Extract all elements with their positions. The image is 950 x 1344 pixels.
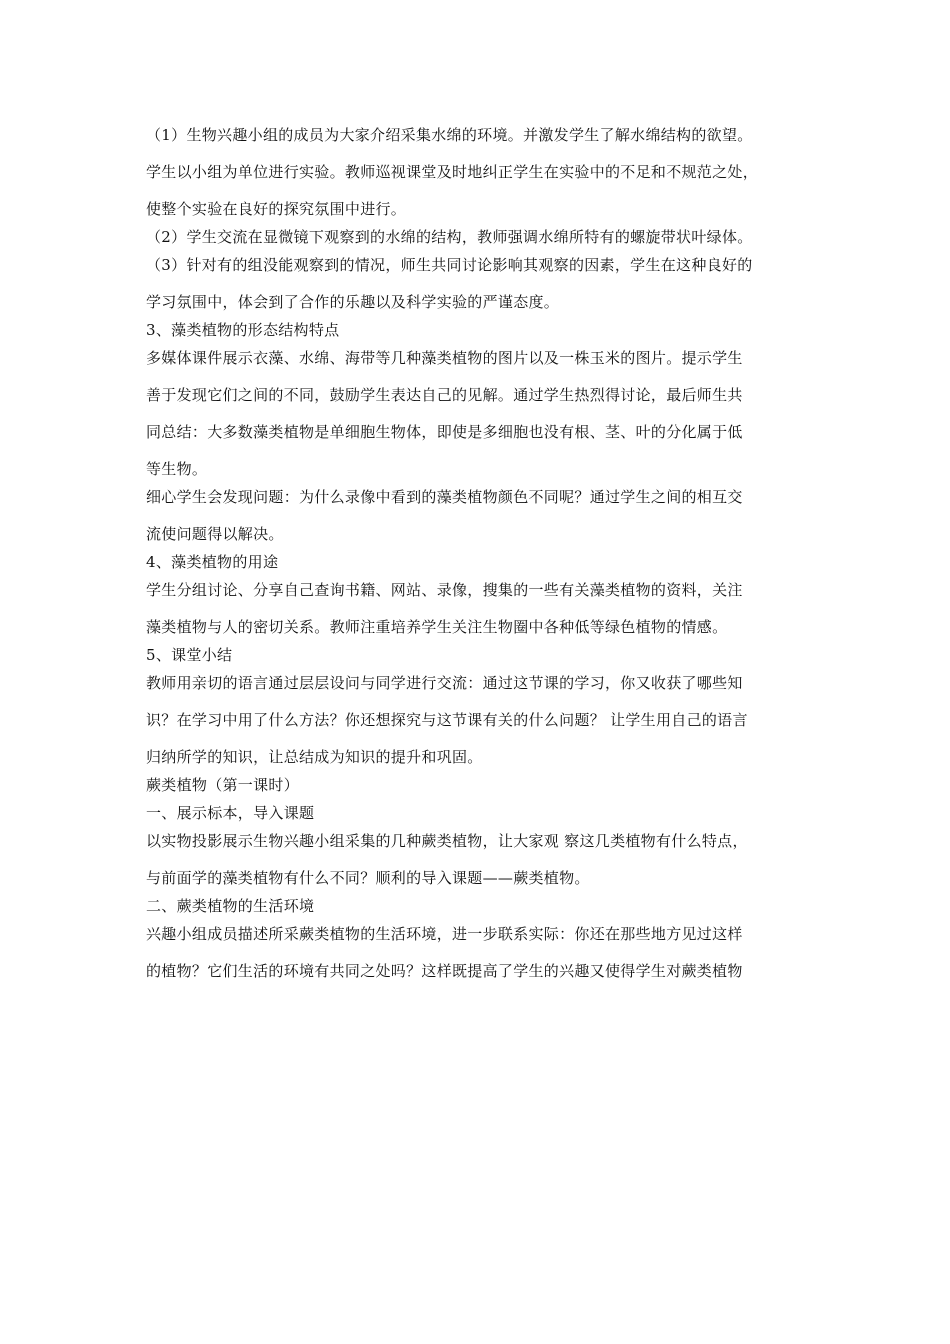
paragraph-line: （2）学生交流在显微镜下观察到的水绵的结构，教师强调水绵所特有的螺旋带状叶绿体。 bbox=[146, 228, 753, 246]
paragraph-line: 等生物。 bbox=[146, 460, 208, 478]
paragraph-line: 细心学生会发现问题：为什么录像中看到的藻类植物颜色不同呢？通过学生之间的相互交 bbox=[146, 488, 743, 506]
section-heading: 3、藻类植物的形态结构特点 bbox=[146, 321, 340, 339]
section-heading: 4、藻类植物的用途 bbox=[146, 553, 279, 571]
section-heading: 一、展示标本，导入课题 bbox=[146, 804, 315, 822]
paragraph-line: 与前面学的藻类植物有什么不同？顺利的导入课题——蕨类植物。 bbox=[146, 869, 590, 887]
paragraph-line: 教师用亲切的语言通过层层设问与同学进行交流：通过这节课的学习，你又收获了哪些知 bbox=[146, 674, 743, 692]
paragraph-line: 善于发现它们之间的不同，鼓励学生表达自己的见解。通过学生热烈得讨论，最后师生共 bbox=[146, 386, 743, 404]
paragraph-line: 归纳所学的知识，让总结成为知识的提升和巩固。 bbox=[146, 748, 483, 766]
paragraph-line: 流使问题得以解决。 bbox=[146, 525, 284, 543]
section-heading: 二、蕨类植物的生活环境 bbox=[146, 897, 315, 915]
paragraph-line: 以实物投影展示生物兴趣小组采集的几种蕨类植物，让大家观 察这几类植物有什么特点， bbox=[146, 832, 748, 850]
section-heading: 5、课堂小结 bbox=[146, 646, 233, 664]
paragraph-line: 识？在学习中用了什么方法？你还想探究与这节课有关的什么问题？ 让学生用自己的语言 bbox=[146, 711, 748, 729]
paragraph-line: （3）针对有的组没能观察到的情况，师生共同讨论影响其观察的因素，学生在这种良好的 bbox=[146, 256, 753, 274]
paragraph-line: 多媒体课件展示衣藻、水绵、海带等几种藻类植物的图片以及一株玉米的图片。提示学生 bbox=[146, 349, 743, 367]
paragraph-line: 藻类植物与人的密切关系。教师注重培养学生关注生物圈中各种低等绿色植物的情感。 bbox=[146, 618, 728, 636]
paragraph-line: 同总结：大多数藻类植物是单细胞生物体，即使是多细胞也没有根、茎、叶的分化属于低 bbox=[146, 423, 743, 441]
lesson-title: 蕨类植物（第一课时） bbox=[146, 776, 300, 794]
paragraph-line: 兴趣小组成员描述所采蕨类植物的生活环境，进一步联系实际：你还在那些地方见过这样 bbox=[146, 925, 743, 943]
paragraph-line: （1）生物兴趣小组的成员为大家介绍采集水绵的环境。并激发学生了解水绵结构的欲望。 bbox=[146, 126, 753, 144]
paragraph-line: 学习氛围中，体会到了合作的乐趣以及科学实验的严谨态度。 bbox=[146, 293, 560, 311]
document-body bbox=[146, 126, 814, 980]
paragraph-line: 学生以小组为单位进行实验。教师巡视课堂及时地纠正学生在实验中的不足和不规范之处， bbox=[146, 163, 759, 181]
paragraph-line: 学生分组讨论、分享自己查询书籍、网站、录像，搜集的一些有关藻类植物的资料，关注 bbox=[146, 581, 743, 599]
paragraph-line: 使整个实验在良好的探究氛围中进行。 bbox=[146, 200, 407, 218]
paragraph-line: 的植物？它们生活的环境有共同之处吗？这样既提高了学生的兴趣又使得学生对蕨类植物 bbox=[146, 962, 743, 980]
